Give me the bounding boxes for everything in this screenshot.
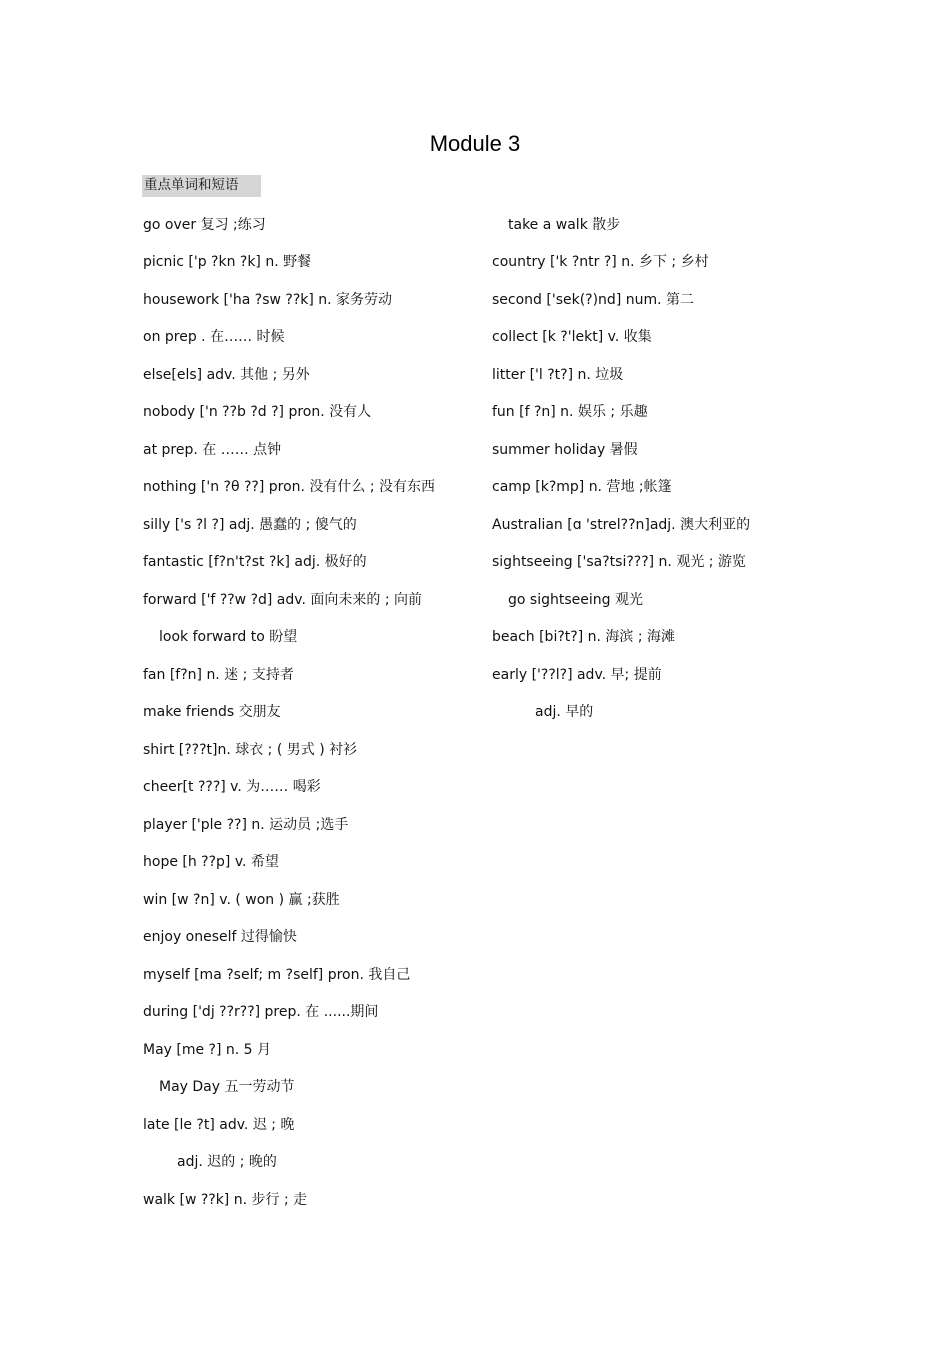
vocab-entry: player ['ple ??] n. 运动员 ;选手 [143, 816, 349, 833]
vocab-entry: go sightseeing 观光 [508, 591, 643, 608]
vocab-entry: at prep. 在 …… 点钟 [143, 441, 282, 458]
vocab-column-right [492, 205, 822, 730]
vocab-entry: during ['dj ??r??] prep. 在 ......期间 [143, 1004, 379, 1021]
vocab-entry: else[els] adv. 其他 ; 另外 [143, 366, 310, 383]
vocab-entry: fantastic [f?n't?st ?k] adj. 极好的 [143, 554, 367, 571]
vocab-entry: camp [k?mp] n. 营地 ;帐篷 [492, 479, 672, 496]
vocab-entry: hope [h ??p] v. 希望 [143, 854, 279, 871]
vocab-entry: May Day 五一劳动节 [159, 1079, 295, 1096]
vocab-entry: collect [k ?'lekt] v. 收集 [492, 329, 652, 346]
vocab-entry: nobody ['n ??b ?d ?] pron. 没有人 [143, 404, 372, 421]
page-title: Module 3 [429, 131, 521, 156]
vocab-entry: win [w ?n] v. ( won ) 赢 ;获胜 [143, 891, 340, 908]
vocab-entry: look forward to 盼望 [159, 629, 298, 646]
vocab-entry: take a walk 散步 [508, 216, 621, 233]
vocab-entry: beach [bi?t?] n. 海滨 ; 海滩 [492, 629, 675, 646]
section-label: 重点单词和短语 [142, 175, 261, 197]
vocab-entry: silly ['s ?l ?] adj. 愚蠢的 ; 傻气的 [143, 516, 357, 533]
vocab-entry: late [le ?t] adv. 迟 ; 晚 [143, 1116, 295, 1133]
vocab-entry: Australian [ɑ 'strel??n]adj. 澳大利亚的 [492, 516, 751, 533]
vocab-entry: go over 复习 ;练习 [143, 216, 266, 233]
vocab-entry: walk [w ??k] n. 步行 ; 走 [143, 1191, 308, 1208]
vocab-entry: shirt [???t]n. 球衣 ; ( 男式 ) 衬衫 [143, 741, 358, 758]
vocab-column-left [143, 205, 483, 1218]
vocab-entry: make friends 交朋友 [143, 704, 281, 721]
vocab-entry: picnic ['p ?kn ?k] n. 野餐 [143, 254, 312, 271]
vocab-entry: adj. 迟的 ; 晚的 [177, 1154, 277, 1171]
vocab-entry: myself [ma ?self; m ?self] pron. 我自己 [143, 966, 411, 983]
vocab-entry: fan [f?n] n. 迷 ; 支持者 [143, 666, 294, 683]
vocab-entry: on prep . 在…… 时候 [143, 329, 285, 346]
vocab-entry: cheer[t ???] v. 为…… 喝彩 [143, 779, 321, 796]
vocab-entry: housework ['ha ?sw ??k] n. 家务劳动 [143, 291, 393, 308]
vocab-entry: summer holiday 暑假 [492, 441, 638, 458]
vocab-entry: forward ['f ??w ?d] adv. 面向未来的 ; 向前 [143, 591, 422, 608]
vocab-entry: litter ['l ?t?] n. 垃圾 [492, 366, 624, 383]
vocab-entry: May [me ?] n. 5 月 [143, 1041, 272, 1058]
vocab-entry: nothing ['n ?θ ??] pron. 没有什么 ; 没有东西 [143, 479, 436, 496]
vocab-entry: country ['k ?ntr ?] n. 乡下 ; 乡村 [492, 254, 709, 271]
vocab-entry: sightseeing ['sa?tsi???] n. 观光 ; 游览 [492, 554, 746, 571]
vocab-entry: fun [f ?n] n. 娱乐 ; 乐趣 [492, 404, 648, 421]
vocab-entry: second ['sek(?)nd] num. 第二 [492, 291, 695, 308]
vocab-entry: early ['??l?] adv. 早; 提前 [492, 666, 662, 683]
vocab-entry: enjoy oneself 过得愉快 [143, 929, 297, 946]
vocab-entry: adj. 早的 [535, 704, 594, 721]
